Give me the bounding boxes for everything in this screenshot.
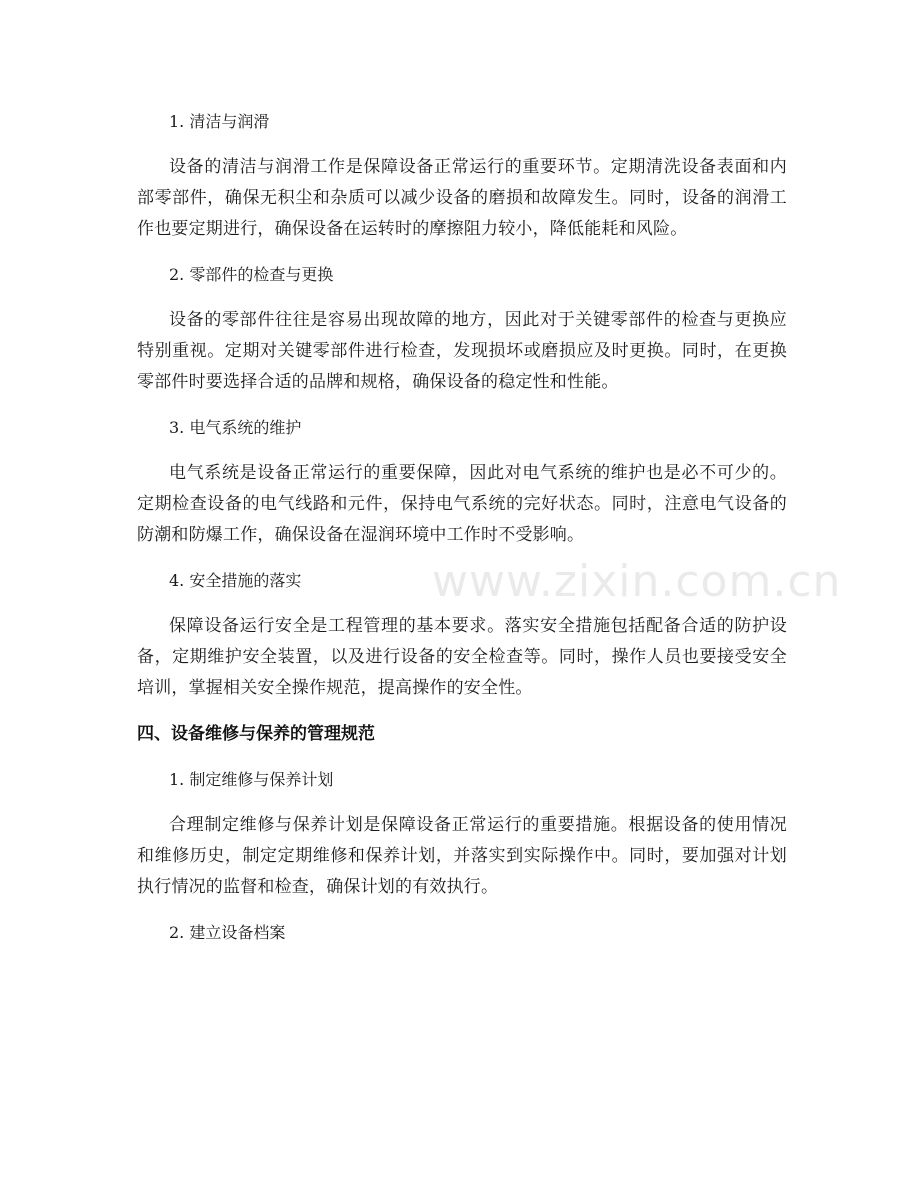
section-heading-management: 四、设备维修与保养的管理规范 [137, 724, 375, 744]
paragraph-cleaning-lubrication: 设备的清洁与润滑工作是保障设备正常运行的重要环节。定期清洗设备表面和内部零部件，确保无积尘和杂质可以减少设备的磨损和故障发生。同时，设备的润滑工作也要定期进行，确保设备在运转时的摩擦阻力较小，降低能耗和风险。 [137, 157, 787, 239]
paragraph-safety-measures: 保障设备运行安全是工程管理的基本要求。落实安全措施包括配备合适的防护设备，定期维护安全装置，以及进行设备的安全检查等。同时，操作人员也要接受安全培训，掌握相关安全操作规范，提高操作的安全性。 [137, 616, 787, 698]
paragraph-maintenance-plan: 合理制定维修与保养计划是保障设备正常运行的重要措施。根据设备的使用情况和维修历史，制定定期维修和保养计划，并落实到实际操作中。同时，要加强对计划执行情况的监督和检查，确保计划的有效执行。 [137, 815, 787, 897]
subheading-equipment-records: 2. 建立设备档案 [169, 923, 286, 942]
document-body [137, 106, 787, 963]
watermark: www.zixin.com.cn [432, 556, 842, 607]
subheading-maintenance-plan: 1. 制定维修与保养计划 [169, 770, 334, 789]
subheading-electrical-maintenance: 3. 电气系统的维护 [169, 418, 302, 437]
paragraph-parts-inspection: 设备的零部件往往是容易出现故障的地方，因此对于关键零部件的检查与更换应特别重视。定期对关键零部件进行检查，发现损坏或磨损应及时更换。同时，在更换零部件时要选择合适的品牌和规格，确保设备的稳定性和性能。 [137, 310, 787, 392]
subheading-safety-measures: 4. 安全措施的落实 [169, 571, 302, 590]
subheading-parts-inspection: 2. 零部件的检查与更换 [169, 265, 334, 284]
paragraph-electrical-maintenance: 电气系统是设备正常运行的重要保障，因此对电气系统的维护也是必不可少的。定期检查设备的电气线路和元件，保持电气系统的完好状态。同时，注意电气设备的防潮和防爆工作，确保设备在湿润环境中工作时不受影响。 [137, 463, 787, 545]
subheading-cleaning-lubrication: 1. 清洁与润滑 [169, 112, 270, 131]
